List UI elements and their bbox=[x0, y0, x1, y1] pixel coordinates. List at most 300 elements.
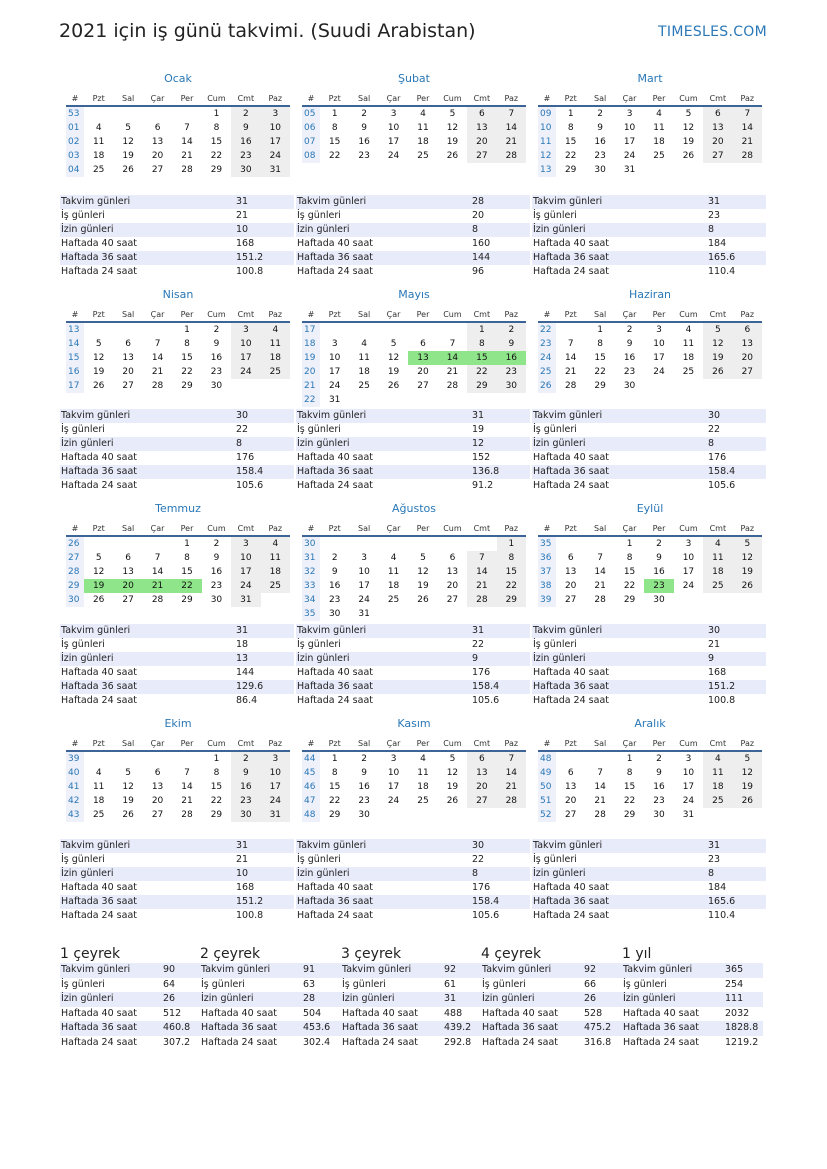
day-cell: 19 bbox=[92, 367, 105, 377]
weekday-label: Çar bbox=[150, 523, 165, 533]
day-cell: 18 bbox=[417, 782, 429, 792]
week-row bbox=[538, 752, 762, 766]
summary-label: İzin günleri bbox=[342, 993, 395, 1004]
week-number: 12 bbox=[538, 149, 556, 163]
weekday-label: Per bbox=[416, 738, 430, 748]
day-cell: 30 bbox=[328, 609, 341, 619]
day-cell: 28 bbox=[181, 810, 193, 820]
day-cell: 9 bbox=[656, 768, 662, 778]
summary-row bbox=[60, 963, 201, 978]
week-number: 02 bbox=[66, 135, 84, 149]
month-calendar bbox=[66, 288, 290, 393]
day-cell: 25 bbox=[92, 165, 105, 175]
holiday-day-cell: 16 bbox=[497, 351, 526, 365]
day-cell: 6 bbox=[449, 553, 456, 563]
day-cell: 21 bbox=[594, 581, 606, 591]
day-cell: 11 bbox=[417, 123, 429, 133]
day-cell: 29 bbox=[210, 165, 223, 175]
week-row bbox=[66, 365, 290, 379]
stat-label: Haftada 40 saat bbox=[533, 452, 609, 463]
weekday-label: Cmt bbox=[237, 523, 255, 533]
stat-row bbox=[60, 195, 294, 209]
month-calendar bbox=[66, 717, 290, 822]
week-number-header: # bbox=[543, 523, 551, 533]
week-number: 44 bbox=[302, 752, 320, 766]
weekday-label: Paz bbox=[504, 738, 519, 748]
week-number: 05 bbox=[302, 107, 320, 121]
week-row bbox=[302, 579, 526, 593]
stat-row bbox=[60, 895, 294, 909]
day-cell: 21 bbox=[151, 367, 164, 377]
day-cell: 5 bbox=[95, 553, 102, 563]
weekend-day-cell: 27 bbox=[703, 149, 732, 163]
day-cell: 7 bbox=[184, 768, 190, 778]
stat-value: 176 bbox=[708, 452, 727, 463]
week-row bbox=[66, 565, 290, 579]
day-cell: 11 bbox=[92, 137, 105, 147]
weekday-label: Cmt bbox=[709, 738, 727, 748]
day-cell: 26 bbox=[122, 165, 134, 175]
day-cell: 5 bbox=[95, 339, 102, 349]
week-row bbox=[302, 537, 526, 551]
stat-row bbox=[532, 839, 766, 853]
holiday-day-cell: 20 bbox=[113, 579, 142, 593]
week-row bbox=[302, 565, 526, 579]
stat-label: Haftada 24 saat bbox=[533, 480, 609, 491]
summary-label: Haftada 40 saat bbox=[623, 1007, 699, 1019]
day-cell: 14 bbox=[181, 137, 193, 147]
week-number: 31 bbox=[302, 551, 320, 565]
stat-row bbox=[296, 694, 530, 708]
weekend-day-cell: 23 bbox=[231, 149, 260, 163]
summary-row bbox=[481, 1007, 622, 1022]
month-calendar bbox=[538, 717, 762, 822]
weekday-label: Pzt bbox=[564, 523, 577, 533]
week-row bbox=[66, 766, 290, 780]
stat-value: 176 bbox=[472, 667, 491, 678]
stat-row bbox=[532, 881, 766, 895]
week-number: 53 bbox=[66, 107, 84, 121]
stat-value: 184 bbox=[708, 238, 727, 249]
summary-label: Haftada 24 saat bbox=[61, 1036, 137, 1048]
stat-row bbox=[532, 195, 766, 209]
day-cell bbox=[467, 537, 496, 551]
stat-value: 110.4 bbox=[708, 266, 736, 277]
day-cell: 15 bbox=[210, 782, 223, 792]
day-cell: 4 bbox=[95, 768, 102, 778]
stat-row bbox=[296, 881, 530, 895]
month-stats bbox=[296, 195, 530, 279]
month-name: Mayıs bbox=[398, 288, 430, 301]
weekday-label: Cmt bbox=[237, 309, 255, 319]
week-row bbox=[538, 379, 762, 393]
summary-row bbox=[481, 963, 622, 978]
day-cell: 8 bbox=[184, 339, 190, 349]
day-cell: 9 bbox=[626, 339, 633, 349]
stat-row bbox=[296, 666, 530, 680]
day-cell: 26 bbox=[92, 381, 105, 391]
day-cell: 22 bbox=[623, 581, 636, 591]
stat-row bbox=[60, 251, 294, 265]
day-cell: 8 bbox=[567, 123, 574, 133]
stat-value: 22 bbox=[472, 639, 485, 650]
weekday-label: Paz bbox=[268, 309, 283, 319]
stat-label: Takvim günleri bbox=[533, 410, 603, 421]
weekday-label: Cmt bbox=[473, 309, 491, 319]
weekday-label: Sal bbox=[358, 523, 371, 533]
weekday-label: Sal bbox=[358, 738, 371, 748]
day-cell: 8 bbox=[597, 339, 603, 349]
week-row bbox=[302, 752, 526, 766]
stat-value: 23 bbox=[708, 210, 721, 221]
stat-value: 151.2 bbox=[708, 681, 736, 692]
summary-value: 2032 bbox=[725, 1007, 750, 1019]
day-cell: 29 bbox=[181, 595, 193, 605]
weekend-day-cell: 11 bbox=[703, 766, 732, 780]
week-number: 46 bbox=[302, 780, 320, 794]
day-cell: 23 bbox=[358, 796, 370, 806]
week-number-header: # bbox=[543, 738, 551, 748]
summary-row bbox=[341, 1021, 482, 1036]
day-cell: 4 bbox=[95, 123, 102, 133]
week-number: 36 bbox=[538, 551, 556, 565]
week-number: 52 bbox=[538, 808, 556, 822]
day-cell: 5 bbox=[685, 109, 692, 119]
weekday-label: Per bbox=[416, 523, 430, 533]
weekday-label: Cum bbox=[443, 309, 462, 319]
day-cell: 15 bbox=[328, 137, 341, 147]
day-cell: 24 bbox=[682, 581, 695, 591]
day-cell bbox=[84, 537, 113, 551]
stat-row bbox=[296, 223, 530, 237]
weekday-label: Cmt bbox=[237, 738, 255, 748]
weekday-header bbox=[302, 521, 526, 537]
day-cell: 3 bbox=[390, 754, 397, 764]
month-stats bbox=[296, 624, 530, 708]
day-cell bbox=[261, 593, 290, 607]
weekend-day-cell: 20 bbox=[467, 780, 496, 794]
weekend-day-cell: 5 bbox=[703, 323, 732, 337]
weekday-label: Cum bbox=[207, 738, 226, 748]
day-cell: 7 bbox=[597, 553, 603, 563]
week-row bbox=[66, 107, 290, 121]
stat-label: İş günleri bbox=[297, 639, 341, 650]
day-cell: 7 bbox=[567, 339, 574, 349]
stat-label: Haftada 36 saat bbox=[61, 896, 137, 907]
month-name: Aralık bbox=[634, 717, 666, 730]
day-cell bbox=[674, 379, 703, 393]
day-cell: 16 bbox=[328, 581, 341, 591]
day-cell: 19 bbox=[122, 151, 134, 161]
weekday-label: Sal bbox=[594, 309, 607, 319]
week-number: 09 bbox=[538, 107, 556, 121]
day-cell: 9 bbox=[361, 768, 367, 778]
weekday-label: Per bbox=[652, 523, 666, 533]
day-cell bbox=[408, 393, 437, 407]
day-cell bbox=[497, 808, 526, 822]
brand-link[interactable]: TIMESLES.COM bbox=[658, 24, 767, 40]
weekend-day-cell: 28 bbox=[497, 149, 526, 163]
day-cell: 26 bbox=[92, 595, 105, 605]
summary-value: 26 bbox=[584, 993, 597, 1004]
weekday-label: Cum bbox=[679, 93, 698, 103]
weekend-day-cell: 11 bbox=[703, 551, 732, 565]
stat-value: 21 bbox=[708, 639, 721, 650]
summary-label: İzin günleri bbox=[201, 993, 254, 1004]
weekend-day-cell: 21 bbox=[497, 135, 526, 149]
month-calendar bbox=[538, 502, 762, 607]
day-cell: 18 bbox=[417, 137, 429, 147]
summary-block bbox=[341, 945, 482, 1050]
stat-label: Haftada 24 saat bbox=[297, 266, 373, 277]
week-number-header: # bbox=[71, 93, 79, 103]
stat-value: 19 bbox=[472, 424, 485, 435]
day-cell: 4 bbox=[361, 339, 367, 349]
day-cell: 6 bbox=[154, 768, 161, 778]
month-stats bbox=[532, 624, 766, 708]
weekday-label: Pzt bbox=[564, 738, 577, 748]
day-cell: 2 bbox=[361, 754, 367, 764]
summary-label: İzin günleri bbox=[61, 993, 114, 1004]
week-row bbox=[302, 551, 526, 565]
day-cell bbox=[733, 593, 762, 607]
day-cell: 16 bbox=[210, 353, 223, 363]
week-number-header: # bbox=[307, 523, 315, 533]
weekday-label: Cmt bbox=[709, 93, 727, 103]
stat-row bbox=[60, 409, 294, 423]
weekday-label: Cum bbox=[679, 309, 698, 319]
day-cell: 5 bbox=[125, 768, 131, 778]
day-cell: 6 bbox=[125, 553, 131, 563]
weekend-day-cell: 25 bbox=[703, 794, 732, 808]
day-cell: 17 bbox=[623, 137, 636, 147]
stat-label: Haftada 36 saat bbox=[61, 681, 137, 692]
day-cell: 6 bbox=[567, 553, 574, 563]
day-cell: 5 bbox=[125, 123, 131, 133]
weekday-label: Per bbox=[416, 93, 430, 103]
day-cell bbox=[556, 323, 585, 337]
stat-label: Haftada 40 saat bbox=[61, 452, 137, 463]
week-number: 35 bbox=[538, 537, 556, 551]
day-cell: 2 bbox=[656, 754, 662, 764]
day-cell: 31 bbox=[682, 810, 695, 820]
stat-label: Takvim günleri bbox=[61, 410, 131, 421]
week-number: 23 bbox=[538, 337, 556, 351]
day-cell: 27 bbox=[151, 810, 164, 820]
summary-value: 254 bbox=[725, 978, 744, 990]
week-row bbox=[538, 579, 762, 593]
weekend-day-cell: 10 bbox=[261, 766, 290, 780]
month-name: Ocak bbox=[164, 72, 192, 85]
day-cell: 9 bbox=[331, 567, 338, 577]
day-cell bbox=[379, 537, 408, 551]
weekend-day-cell: 25 bbox=[703, 579, 732, 593]
day-cell: 5 bbox=[449, 109, 456, 119]
day-cell: 10 bbox=[328, 353, 341, 363]
week-number: 18 bbox=[302, 337, 320, 351]
day-cell: 13 bbox=[564, 567, 577, 577]
day-cell: 19 bbox=[387, 367, 400, 377]
week-row bbox=[538, 337, 762, 351]
day-cell: 25 bbox=[682, 367, 695, 377]
weekend-day-cell: 28 bbox=[497, 794, 526, 808]
weekday-label: Cmt bbox=[709, 309, 727, 319]
stat-row bbox=[532, 652, 766, 666]
week-number: 29 bbox=[66, 579, 84, 593]
weekend-day-cell: 24 bbox=[261, 149, 290, 163]
holiday-day-cell: 22 bbox=[172, 579, 201, 593]
week-row bbox=[302, 593, 526, 607]
weekend-day-cell: 30 bbox=[231, 808, 260, 822]
day-cell: 12 bbox=[92, 353, 105, 363]
day-cell bbox=[585, 537, 614, 551]
week-row bbox=[66, 752, 290, 766]
day-cell bbox=[674, 163, 703, 177]
weekend-day-cell: 17 bbox=[261, 780, 290, 794]
day-cell: 2 bbox=[597, 109, 603, 119]
weekday-label: Cmt bbox=[709, 523, 727, 533]
week-number: 38 bbox=[538, 579, 556, 593]
day-cell: 23 bbox=[210, 367, 223, 377]
weekday-label: Per bbox=[180, 738, 194, 748]
summary-value: 488 bbox=[444, 1007, 463, 1019]
summary-label: İş günleri bbox=[201, 978, 245, 990]
weekend-day-cell: 20 bbox=[733, 351, 762, 365]
weekend-day-cell: 28 bbox=[467, 593, 496, 607]
stat-row bbox=[532, 638, 766, 652]
stat-row bbox=[296, 479, 530, 493]
day-cell: 16 bbox=[358, 782, 370, 792]
summary-title: 2 çeyrek bbox=[200, 946, 261, 962]
weekend-day-cell: 6 bbox=[467, 752, 496, 766]
summary-row bbox=[481, 978, 622, 993]
day-cell: 29 bbox=[594, 381, 606, 391]
day-cell bbox=[467, 607, 496, 621]
day-cell: 29 bbox=[328, 810, 341, 820]
stat-label: İş günleri bbox=[61, 639, 105, 650]
stat-label: Haftada 24 saat bbox=[297, 695, 373, 706]
day-cell: 10 bbox=[682, 768, 695, 778]
stat-label: İş günleri bbox=[297, 854, 341, 865]
weekend-day-cell: 19 bbox=[733, 780, 762, 794]
day-cell: 19 bbox=[682, 137, 695, 147]
weekday-label: Cmt bbox=[473, 523, 491, 533]
month-stats bbox=[60, 409, 294, 493]
stat-value: 151.2 bbox=[236, 896, 264, 907]
day-cell: 11 bbox=[417, 768, 429, 778]
day-cell bbox=[703, 593, 732, 607]
summary-value: 111 bbox=[725, 993, 744, 1004]
week-row bbox=[66, 593, 290, 607]
stat-label: İzin günleri bbox=[61, 868, 114, 879]
weekday-label: Cum bbox=[207, 523, 226, 533]
stat-row bbox=[60, 680, 294, 694]
weekend-day-cell: 1 bbox=[497, 537, 526, 551]
weekday-label: Pzt bbox=[328, 523, 341, 533]
stat-value: 105.6 bbox=[472, 910, 500, 921]
stat-label: Haftada 24 saat bbox=[61, 266, 137, 277]
day-cell: 13 bbox=[564, 782, 577, 792]
week-number: 17 bbox=[66, 379, 84, 393]
weekend-day-cell: 7 bbox=[467, 551, 496, 565]
week-number-header: # bbox=[543, 93, 551, 103]
week-number: 21 bbox=[302, 379, 320, 393]
day-cell bbox=[585, 752, 614, 766]
week-row bbox=[538, 766, 762, 780]
stat-value: 28 bbox=[472, 196, 485, 207]
stat-value: 86.4 bbox=[236, 695, 258, 706]
day-cell bbox=[172, 752, 201, 766]
stat-value: 20 bbox=[472, 210, 485, 221]
week-row bbox=[538, 794, 762, 808]
day-cell: 20 bbox=[564, 581, 577, 591]
stat-label: Haftada 36 saat bbox=[297, 252, 373, 263]
stat-row bbox=[296, 839, 530, 853]
weekend-day-cell: 13 bbox=[467, 121, 496, 135]
weekday-label: Per bbox=[180, 523, 194, 533]
stat-row bbox=[532, 680, 766, 694]
weekend-day-cell: 18 bbox=[703, 565, 732, 579]
stat-row bbox=[60, 465, 294, 479]
stat-label: Haftada 24 saat bbox=[297, 480, 373, 491]
stat-label: İzin günleri bbox=[297, 438, 350, 449]
day-cell: 27 bbox=[151, 165, 164, 175]
stat-label: Haftada 24 saat bbox=[61, 910, 137, 921]
day-cell: 9 bbox=[656, 553, 662, 563]
weekend-day-cell: 29 bbox=[497, 593, 526, 607]
summary-value: 63 bbox=[303, 978, 316, 990]
weekend-day-cell: 22 bbox=[467, 365, 496, 379]
weekend-day-cell: 7 bbox=[497, 752, 526, 766]
summary-row bbox=[60, 1021, 201, 1036]
stat-label: İzin günleri bbox=[533, 224, 586, 235]
stat-row bbox=[60, 909, 294, 923]
month-name: Şubat bbox=[398, 72, 430, 85]
weekend-day-cell: 25 bbox=[261, 579, 290, 593]
day-cell: 1 bbox=[626, 539, 633, 549]
day-cell: 27 bbox=[122, 595, 134, 605]
summary-title: 1 yıl bbox=[622, 946, 652, 962]
weekend-day-cell: 31 bbox=[231, 593, 260, 607]
day-cell: 13 bbox=[122, 353, 134, 363]
stat-row bbox=[60, 423, 294, 437]
day-cell: 6 bbox=[420, 339, 426, 349]
weekend-day-cell: 26 bbox=[733, 794, 762, 808]
day-cell: 26 bbox=[682, 151, 695, 161]
day-cell bbox=[556, 752, 585, 766]
day-cell: 3 bbox=[626, 109, 633, 119]
summary-row bbox=[60, 978, 201, 993]
weekday-label: Cum bbox=[679, 523, 698, 533]
weekday-label: Çar bbox=[386, 309, 401, 319]
day-cell bbox=[408, 607, 437, 621]
day-cell: 7 bbox=[597, 768, 603, 778]
day-cell: 30 bbox=[594, 165, 606, 175]
weekend-day-cell: 7 bbox=[733, 107, 762, 121]
summary-row bbox=[622, 963, 763, 978]
weekday-label: Paz bbox=[268, 738, 283, 748]
stat-label: Takvim günleri bbox=[533, 196, 603, 207]
stat-label: Takvim günleri bbox=[297, 196, 367, 207]
day-cell: 8 bbox=[213, 768, 220, 778]
day-cell: 18 bbox=[92, 796, 105, 806]
weekday-header bbox=[66, 521, 290, 537]
month-calendar bbox=[302, 288, 526, 407]
summary-value: 31 bbox=[444, 993, 457, 1004]
day-cell: 26 bbox=[417, 595, 429, 605]
stat-value: 31 bbox=[472, 625, 485, 636]
stat-value: 31 bbox=[472, 410, 485, 421]
